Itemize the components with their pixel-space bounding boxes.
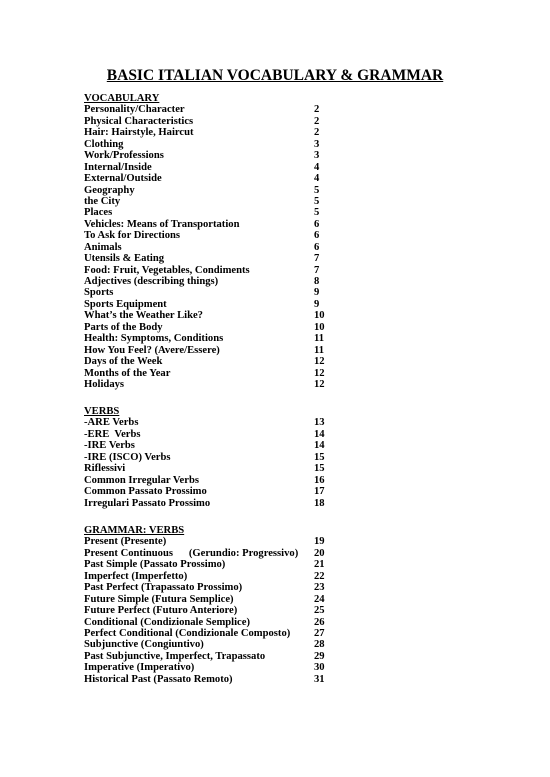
toc-entry-label: Days of the Week [84, 356, 163, 368]
toc-entry [84, 230, 444, 241]
toc-entry-label: External/Outside [84, 173, 162, 185]
grammar-verbs-items [84, 536, 444, 685]
toc-entry [84, 265, 444, 276]
toc-entry-label: Sports Equipment [84, 298, 167, 310]
toc-entry-label: Months of the Year [84, 367, 171, 379]
toc-entry [84, 571, 444, 582]
toc-entry-page-number: 23 [314, 582, 325, 594]
toc-entry-label: Hair: Hairstyle, Haircut [84, 127, 194, 139]
toc-entry-label: Perfect Conditional (Condizionale Composto) [84, 627, 291, 639]
toc-entry [84, 536, 444, 547]
toc-entry-label: Personality/Character [84, 104, 185, 116]
toc-entry-label: Future Perfect (Futuro Anteriore) [84, 605, 238, 617]
toc-entry [84, 452, 444, 463]
toc-entry-label: Common Passato Prossimo [84, 486, 207, 498]
toc-entry [84, 628, 444, 639]
toc-entry [84, 127, 444, 138]
toc-entry [84, 345, 444, 356]
toc-entry-page-number: 2 [314, 127, 320, 139]
toc-entry-page-number: 6 [314, 230, 320, 242]
toc-entry-page-number: 7 [314, 253, 320, 265]
toc-entry-label: Utensils & Eating [84, 253, 165, 265]
toc-entry-label: the City [84, 195, 121, 207]
vocabulary-items [84, 104, 444, 390]
toc-entry-label: Imperfect (Imperfetto) [84, 570, 188, 582]
toc-entry-label: -ARE Verbs [84, 417, 139, 429]
section-heading-grammar-verbs: GRAMMAR: VERBS [84, 525, 185, 536]
toc-entry-page-number: 31 [314, 673, 325, 685]
toc-entry-label: Past Subjunctive, Imperfect, Trapassato [84, 650, 266, 662]
toc-entry-page-number: 9 [314, 298, 320, 310]
toc-entry-page-number: 13 [314, 417, 325, 429]
toc-entry [84, 116, 444, 127]
toc-entry [84, 674, 444, 685]
toc-entry-label: Animals [84, 241, 122, 253]
vocabulary-section [84, 93, 444, 390]
toc-entry-page-number: 3 [314, 138, 320, 150]
toc-entry-page-number: 21 [314, 559, 325, 571]
toc-entry-page-number: 25 [314, 605, 325, 617]
toc-entry-page-number: 6 [314, 218, 320, 230]
toc-entry [84, 651, 444, 662]
toc-entry [84, 639, 444, 650]
toc-entry-page-number: 8 [314, 276, 320, 287]
toc-entry-label: How You Feel? (Avere/Essere) [84, 344, 220, 356]
toc-entry [84, 429, 444, 440]
toc-entry-label: Work/Professions [84, 150, 164, 162]
toc-entry-label: Common Irregular Verbs [84, 474, 199, 486]
toc-entry-label: Health: Symptoms, Conditions [84, 333, 224, 345]
toc-entry-page-number: 10 [314, 310, 325, 322]
toc-entry-page-number: 12 [314, 367, 325, 379]
toc-entry-page-number: 4 [314, 161, 320, 173]
toc-entry [84, 196, 444, 207]
toc-entry-page-number: 20 [314, 547, 325, 559]
toc-entry-label: What’s the Weather Like? [84, 310, 203, 322]
toc-entry [84, 333, 444, 344]
toc-entry [84, 150, 444, 161]
toc-entry [84, 440, 444, 451]
toc-entry [84, 662, 444, 673]
toc-entry-page-number: 15 [314, 463, 325, 475]
toc-entry-page-number: 2 [314, 104, 320, 116]
toc-entry-label: -IRE (ISCO) Verbs [84, 451, 171, 463]
toc-entry [84, 219, 444, 230]
toc-entry-label: Riflessivi [84, 463, 126, 475]
toc-entry [84, 559, 444, 570]
toc-entry-label: -ERE Verbs [84, 428, 141, 440]
toc-entry [84, 139, 444, 150]
verbs-items [84, 417, 444, 509]
toc-entry-label: Irregulari Passato Prossimo [84, 497, 211, 509]
toc-entry [84, 582, 444, 593]
toc-entry-label: Parts of the Body [84, 321, 163, 333]
toc-entry-page-number: 17 [314, 486, 325, 498]
toc-entry [84, 276, 444, 287]
toc-entry-page-number: 12 [314, 356, 325, 368]
toc-entry-page-number: 28 [314, 639, 325, 651]
toc-entry-page-number: 3 [314, 150, 320, 162]
toc-entry-label: Holidays [84, 378, 125, 390]
toc-entry-page-number: 6 [314, 241, 320, 253]
toc-entry-page-number: 15 [314, 451, 325, 463]
toc-entry-label: -IRE Verbs [84, 440, 135, 452]
toc-entry-page-number: 16 [314, 474, 325, 486]
toc-entry-page-number: 5 [314, 195, 320, 207]
toc-entry-page-number: 14 [314, 440, 325, 452]
toc-entry-page-number: 19 [314, 536, 325, 548]
toc-entry [84, 368, 444, 379]
toc-entry-label: Future Simple (Futura Semplice) [84, 593, 234, 605]
toc-entry [84, 310, 444, 321]
toc-entry-page-number: 29 [314, 650, 325, 662]
toc-entry-page-number: 14 [314, 428, 325, 440]
toc-entry [84, 322, 444, 333]
toc-entry [84, 594, 444, 605]
toc-entry [84, 162, 444, 173]
toc-entry-page-number: 11 [314, 333, 325, 345]
toc-entry [84, 463, 444, 474]
toc-entry-page-number: 27 [314, 627, 325, 639]
toc-entry-label: Sports [84, 287, 114, 299]
toc-entry [84, 185, 444, 196]
toc-entry-label: Vehicles: Means of Transportation [84, 218, 240, 230]
toc-entry-label: Food: Fruit, Vegetables, Condiments [84, 264, 250, 276]
toc-entry-label: Places [84, 207, 113, 219]
toc-entry-label: Physical Characteristics [84, 115, 194, 127]
toc-entry-label: Past Simple (Passato Prossimo) [84, 559, 226, 571]
toc-entry [84, 605, 444, 616]
section-heading-vocabulary: VOCABULARY [84, 93, 160, 104]
toc-entry [84, 498, 444, 509]
toc-entry-label: Internal/Inside [84, 161, 152, 173]
verbs-section [84, 406, 444, 509]
toc-entry-page-number: 2 [314, 115, 320, 127]
toc-entry [84, 486, 444, 497]
section-heading-verbs: VERBS [84, 406, 120, 417]
toc-entry-page-number: 24 [314, 593, 325, 605]
toc-entry [84, 173, 444, 184]
toc-entry [84, 475, 444, 486]
toc-entry-label: Present Continuous (Gerundio: Progressivo) [84, 547, 299, 559]
toc-entry [84, 104, 444, 115]
toc-entry [84, 417, 444, 428]
toc-entry [84, 207, 444, 218]
toc-entry [84, 253, 444, 264]
toc-entry-page-number: 10 [314, 321, 325, 333]
toc-entry-label: Conditional (Condizionale Semplice) [84, 616, 250, 628]
page-title: BASIC ITALIAN VOCABULARY & GRAMMAR [106, 67, 444, 84]
toc-entry-page-number: 9 [314, 287, 320, 299]
toc-entry-page-number: 18 [314, 497, 325, 509]
toc-entry [84, 287, 444, 298]
toc-entry-page-number: 30 [314, 662, 325, 674]
toc-entry-label: Imperative (Imperativo) [84, 662, 195, 674]
grammar-verbs-section [84, 525, 444, 685]
toc-entry-page-number: 26 [314, 616, 325, 628]
toc-entry [84, 617, 444, 628]
toc-entry-label: Clothing [84, 138, 124, 150]
toc-entry [84, 299, 444, 310]
toc-entry-label: Present (Presente) [84, 536, 167, 548]
toc-entry-page-number: 4 [314, 173, 320, 185]
toc-entry-label: Subjunctive (Congiuntivo) [84, 639, 204, 651]
toc-entry-label: Historical Past (Passato Remoto) [84, 673, 233, 685]
toc-entry-page-number: 11 [314, 344, 325, 356]
toc-entry-label: Past Perfect (Trapassato Prossimo) [84, 582, 243, 594]
toc-entry [84, 379, 444, 390]
toc-entry-label: To Ask for Directions [84, 230, 181, 242]
toc-entry-label: Adjectives (describing things) [84, 276, 219, 287]
toc-entry-page-number: 22 [314, 570, 325, 582]
toc-entry [84, 242, 444, 253]
toc-entry-page-number: 5 [314, 207, 320, 219]
toc-entry [84, 356, 444, 367]
toc-entry-page-number: 12 [314, 378, 325, 390]
toc-entry-page-number: 5 [314, 184, 320, 196]
toc-entry-page-number: 7 [314, 264, 320, 276]
toc-entry-label: Geography [84, 184, 135, 196]
toc-entry [84, 548, 444, 559]
